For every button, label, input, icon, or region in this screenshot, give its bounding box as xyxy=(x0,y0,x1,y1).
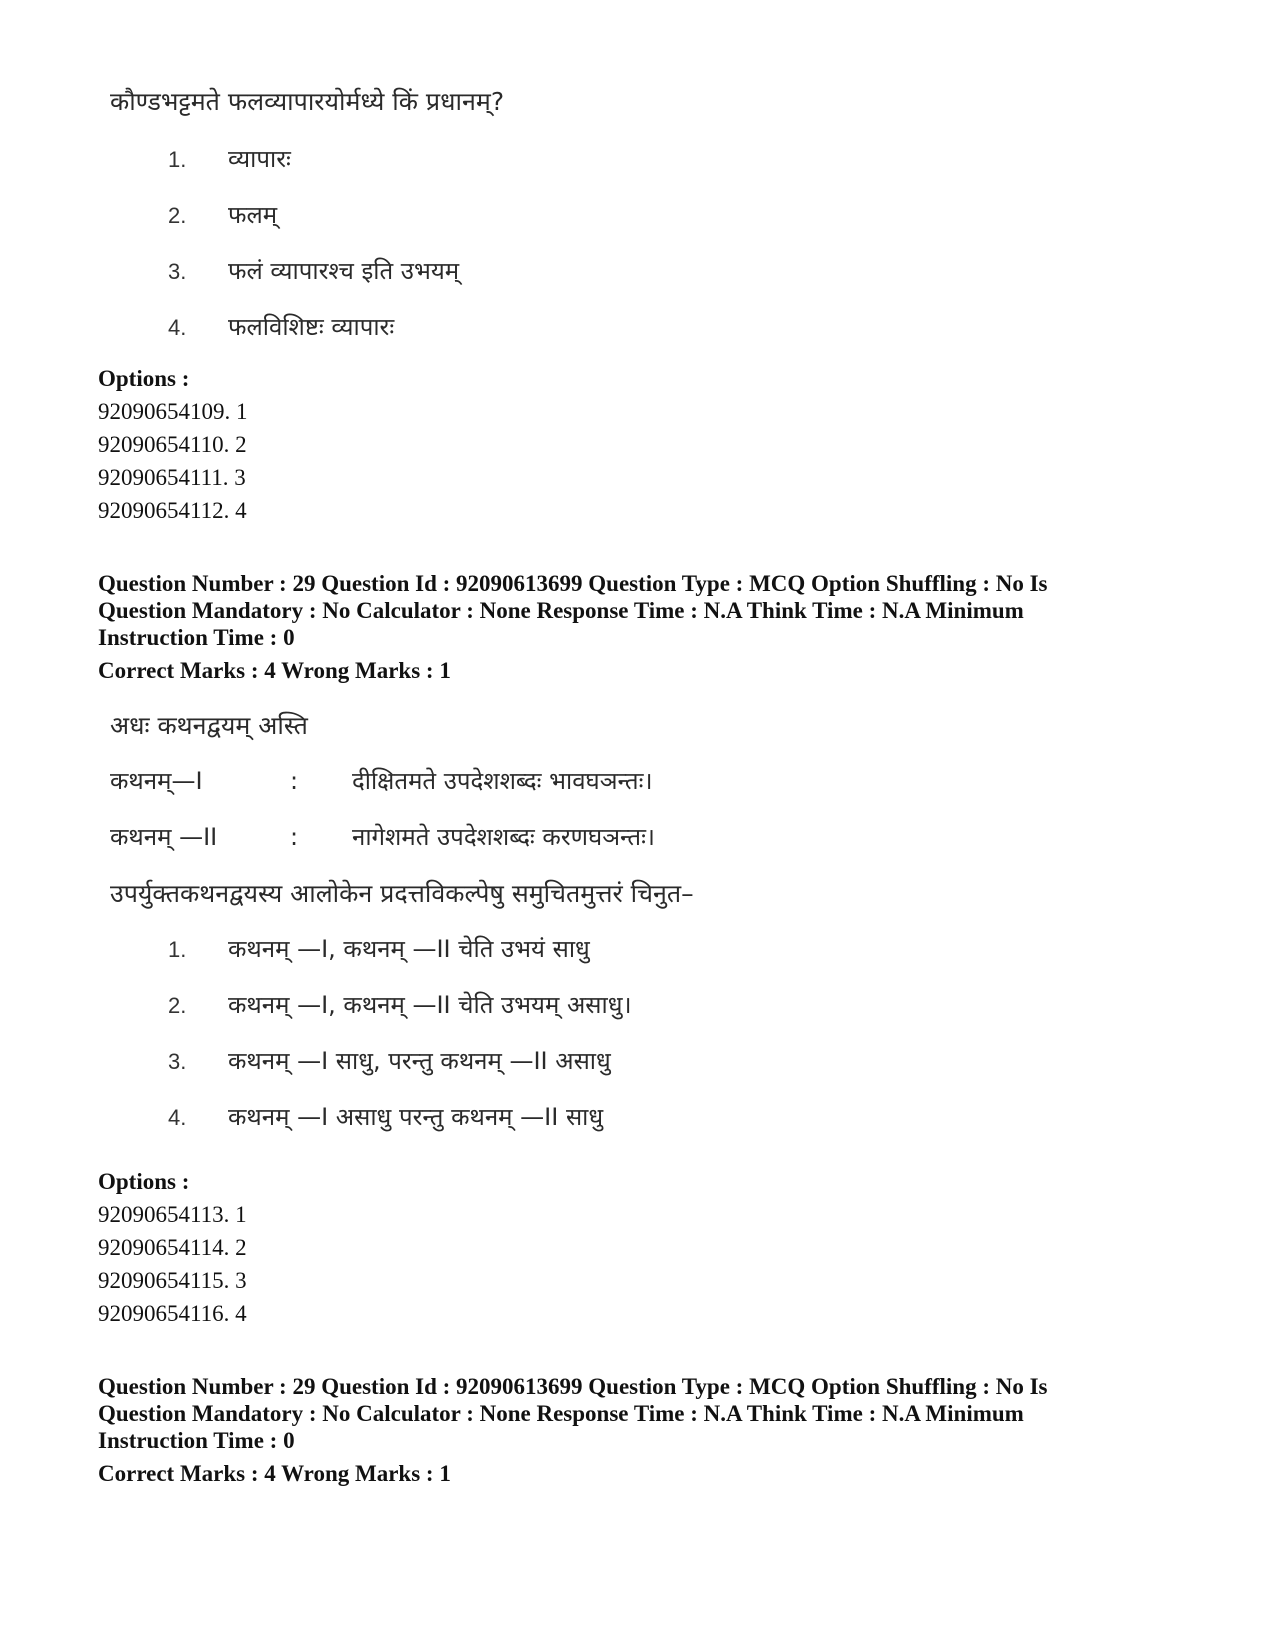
choice-text: कथनम् —I साधु, परन्तु कथनम् —II असाधु xyxy=(228,1047,611,1075)
choice-number: 2. xyxy=(168,993,187,1018)
choice-number: 1. xyxy=(168,147,187,172)
choice-text: कथनम् —I असाधु परन्तु कथनम् —II साधु xyxy=(228,1103,604,1131)
choice-number: 3. xyxy=(168,259,187,284)
option-id: 92090654109. 1 xyxy=(98,399,248,424)
choice-item xyxy=(168,142,291,175)
choice-item xyxy=(168,1100,603,1133)
marks-line: Correct Marks : 4 Wrong Marks : 1 xyxy=(98,1461,451,1486)
statement-label: कथनम् —II xyxy=(110,823,218,851)
statement-text: नागेशमते उपदेशशब्दः करणघञन्तः। xyxy=(352,823,656,851)
statement-label: कथनम्—I xyxy=(110,767,203,795)
question-meta-line: Question Mandatory : No Calculator : None Response Time : N.A Think Time : N.A Minimum xyxy=(98,1401,1024,1426)
choice-number: 4. xyxy=(168,1105,187,1130)
choice-number: 2. xyxy=(168,203,187,228)
options-label: Options : xyxy=(98,1169,190,1194)
choice-item xyxy=(168,932,590,965)
question-meta-line: Question Mandatory : No Calculator : None Response Time : N.A Think Time : N.A Minimum xyxy=(98,598,1024,623)
choice-text: कथनम् —I, कथनम् —II चेति उभयं साधु xyxy=(228,935,590,963)
option-id: 92090654115. 3 xyxy=(98,1268,247,1293)
choice-text: कथनम् —I, कथनम् —II चेति उभयम् असाधु। xyxy=(228,991,632,1019)
question-meta-line: Instruction Time : 0 xyxy=(98,625,295,650)
option-id: 92090654113. 1 xyxy=(98,1202,247,1227)
choice-number: 3. xyxy=(168,1049,187,1074)
choice-item xyxy=(168,1044,611,1077)
choice-item xyxy=(168,254,459,287)
question-meta-line: Question Number : 29 Question Id : 92090613699 Question Type : MCQ Option Shuffling : No Is xyxy=(98,571,1048,596)
option-id: 92090654114. 2 xyxy=(98,1235,247,1260)
question-meta-line: Instruction Time : 0 xyxy=(98,1428,295,1453)
options-label: Options : xyxy=(98,366,190,391)
choice-item xyxy=(168,198,277,231)
choice-number: 4. xyxy=(168,315,187,340)
question-intro: अधः कथनद्वयम् अस्ति xyxy=(110,711,308,740)
statement-text: दीक्षितमते उपदेशशब्दः भावघञन्तः। xyxy=(352,767,653,795)
option-id: 92090654110. 2 xyxy=(98,432,247,457)
choice-number: 1. xyxy=(168,937,187,962)
choice-item xyxy=(168,988,632,1021)
question-meta-line: Question Number : 29 Question Id : 92090613699 Question Type : MCQ Option Shuffling : No Is xyxy=(98,1374,1048,1399)
choice-text: फलम् xyxy=(228,201,278,229)
marks-line: Correct Marks : 4 Wrong Marks : 1 xyxy=(98,658,451,683)
option-id: 92090654112. 4 xyxy=(98,498,247,523)
statement-row xyxy=(110,820,655,853)
choice-text: फलविशिष्टः व्यापारः xyxy=(228,313,395,341)
choice-item xyxy=(168,310,394,343)
choice-text: फलं व्यापारश्च इति उभयम् xyxy=(228,257,460,285)
option-id: 92090654116. 4 xyxy=(98,1301,247,1326)
option-id: 92090654111. 3 xyxy=(98,465,246,490)
choice-text: व्यापारः xyxy=(228,145,291,173)
question-instruction: उपर्युक्तकथनद्वयस्य आलोकेन प्रदत्तविकल्पेषु समुचितमुत्तरं चिनुत– xyxy=(110,879,694,908)
statement-colon: : xyxy=(290,823,299,851)
question-text: कौण्डभट्टमते फलव्यापारयोर्मध्ये किं प्रधानम्? xyxy=(110,87,505,116)
statement-row xyxy=(110,764,653,797)
statement-colon: : xyxy=(290,767,299,795)
